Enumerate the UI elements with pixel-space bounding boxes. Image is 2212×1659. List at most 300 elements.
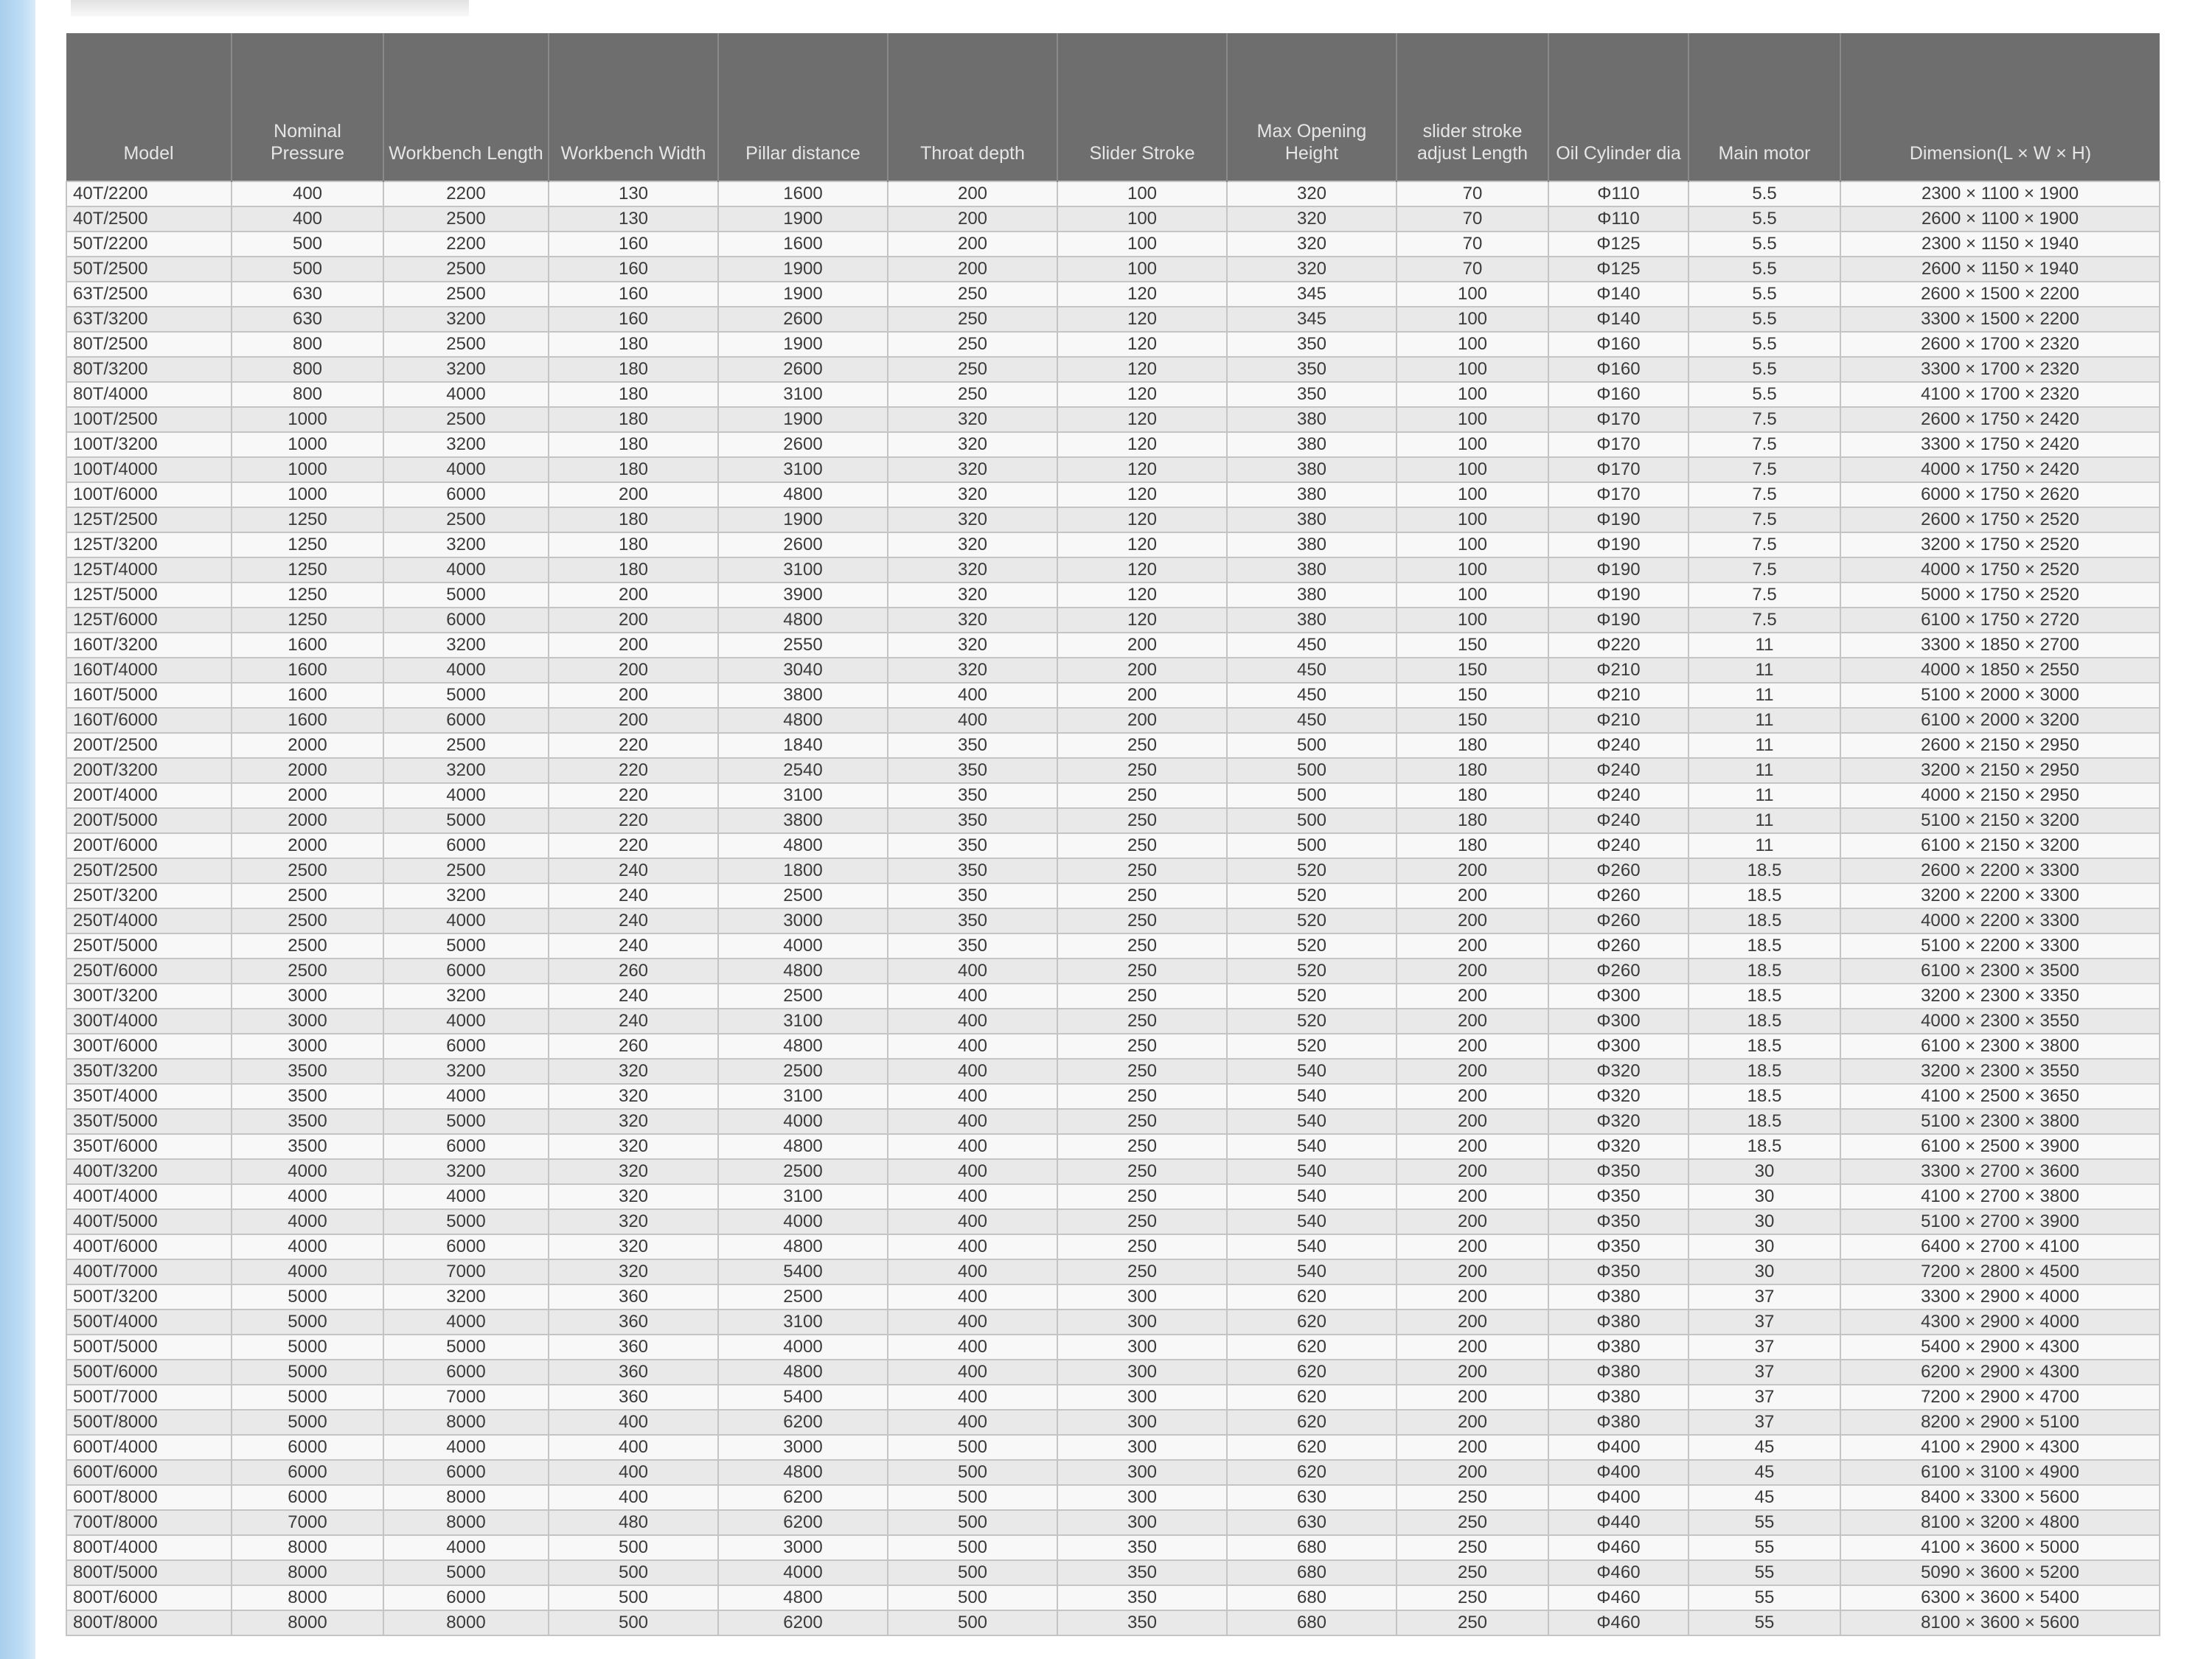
table-row [66,1084,2160,1109]
table-cell: 100 [1397,307,1548,332]
table-cell: Φ260 [1548,908,1688,933]
table-cell: 400 [888,1259,1057,1284]
table-cell: Φ350 [1548,1234,1688,1259]
table-cell: 4800 [718,1034,888,1059]
table-cell: 4000 × 1750 × 2520 [1840,557,2160,582]
model-cell: 800T/4000 [66,1535,232,1560]
table-cell: 300 [1057,1485,1227,1510]
table-row [66,1435,2160,1460]
table-row [66,582,2160,608]
table-cell: Φ300 [1548,1034,1688,1059]
table-cell: 1000 [232,482,383,507]
table-row [66,382,2160,407]
table-cell: 320 [888,407,1057,432]
table-cell: 37 [1688,1284,1840,1310]
table-cell: 240 [549,933,718,959]
table-cell: 18.5 [1688,1034,1840,1059]
table-cell: 200 [1397,883,1548,908]
table-cell: 4000 [383,1535,549,1560]
table-cell: 380 [1227,582,1397,608]
table-cell: 200 [1397,1284,1548,1310]
table-cell: 320 [888,582,1057,608]
model-cell: 125T/4000 [66,557,232,582]
table-cell: 5100 × 2200 × 3300 [1840,933,2160,959]
table-cell: 6200 × 2900 × 4300 [1840,1360,2160,1385]
table-cell: 350 [1057,1610,1227,1635]
model-cell: 250T/5000 [66,933,232,959]
table-cell: Φ190 [1548,608,1688,633]
table-cell: 4000 [718,933,888,959]
table-cell: 320 [549,1209,718,1234]
table-cell: 2600 [718,357,888,382]
table-cell: 8000 [232,1610,383,1635]
table-cell: 250 [1057,1084,1227,1109]
table-cell: 500 [888,1535,1057,1560]
model-cell: 350T/3200 [66,1059,232,1084]
table-cell: 11 [1688,758,1840,783]
table-cell: 45 [1688,1485,1840,1510]
table-cell: 400 [232,181,383,206]
model-cell: 200T/3200 [66,758,232,783]
table-cell: 320 [1227,232,1397,257]
table-cell: 11 [1688,633,1840,658]
table-cell: 6100 × 2300 × 3800 [1840,1034,2160,1059]
table-cell: 540 [1227,1059,1397,1084]
table-cell: 3200 [383,357,549,382]
table-cell: 100 [1397,457,1548,482]
table-cell: 300 [1057,1385,1227,1410]
table-cell: 400 [888,1059,1057,1084]
table-row [66,959,2160,984]
table-cell: 200 [888,257,1057,282]
table-cell: 240 [549,1009,718,1034]
table-cell: 540 [1227,1134,1397,1159]
table-cell: 300 [1057,1435,1227,1460]
table-cell: 500 [549,1535,718,1560]
table-cell: Φ240 [1548,833,1688,858]
table-cell: 130 [549,206,718,232]
table-cell: 7.5 [1688,507,1840,532]
table-cell: 2600 × 1750 × 2520 [1840,507,2160,532]
table-cell: 220 [549,833,718,858]
table-cell: 100 [1397,357,1548,382]
table-header-row [66,34,2160,181]
table-cell: 5.5 [1688,332,1840,357]
table-cell: 18.5 [1688,959,1840,984]
table-cell: 250 [888,357,1057,382]
table-cell: 180 [549,557,718,582]
table-cell: 200 [1397,1310,1548,1335]
table-cell: Φ320 [1548,1109,1688,1134]
table-cell: 3300 × 1750 × 2420 [1840,432,2160,457]
table-cell: 5100 × 2150 × 3200 [1840,808,2160,833]
table-cell: 2000 [232,733,383,758]
table-cell: 5000 [383,1209,549,1234]
table-row [66,1109,2160,1134]
table-cell: 6200 [718,1410,888,1435]
table-cell: 2300 × 1100 × 1900 [1840,181,2160,206]
table-cell: 4000 × 1850 × 2550 [1840,658,2160,683]
table-cell: 120 [1057,407,1227,432]
table-cell: 7.5 [1688,407,1840,432]
table-cell: 500 [1227,808,1397,833]
table-cell: 500 [888,1560,1057,1585]
table-cell: 500 [888,1585,1057,1610]
table-cell: 620 [1227,1360,1397,1385]
model-cell: 80T/3200 [66,357,232,382]
table-cell: 200 [549,658,718,683]
table-cell: 3100 [718,457,888,482]
table-cell: 1000 [232,407,383,432]
table-cell: Φ260 [1548,959,1688,984]
table-cell: 5400 × 2900 × 4300 [1840,1335,2160,1360]
table-cell: 200 [1397,1360,1548,1385]
table-cell: Φ125 [1548,257,1688,282]
table-cell: 200 [1397,1084,1548,1109]
table-cell: Φ110 [1548,181,1688,206]
table-cell: 250 [1057,758,1227,783]
table-cell: 1600 [232,658,383,683]
table-cell: 3100 [718,382,888,407]
table-cell: 4000 [383,783,549,808]
table-cell: 18.5 [1688,1109,1840,1134]
table-row [66,181,2160,206]
table-cell: 3000 [718,1535,888,1560]
table-cell: Φ240 [1548,808,1688,833]
table-cell: 320 [549,1134,718,1159]
table-cell: 18.5 [1688,883,1840,908]
model-cell: 100T/4000 [66,457,232,482]
table-cell: 200 [1397,984,1548,1009]
table-cell: 4800 [718,482,888,507]
table-cell: 240 [549,858,718,883]
table-cell: 3500 [232,1109,383,1134]
table-cell: 300 [1057,1460,1227,1485]
model-cell: 350T/6000 [66,1134,232,1159]
table-cell: 250 [1057,984,1227,1009]
table-cell: 11 [1688,733,1840,758]
table-cell: 6200 [718,1610,888,1635]
table-cell: 200 [1397,1435,1548,1460]
table-cell: 250 [1057,1034,1227,1059]
table-cell: 70 [1397,206,1548,232]
table-row [66,307,2160,332]
table-cell: 100 [1057,257,1227,282]
table-row [66,1059,2160,1084]
table-row [66,1134,2160,1159]
table-cell: 5.5 [1688,232,1840,257]
table-cell: 2500 [232,908,383,933]
table-cell: 160 [549,232,718,257]
table-cell: 320 [549,1109,718,1134]
table-cell: 6000 [383,1460,549,1485]
table-row [66,1310,2160,1335]
table-cell: 540 [1227,1259,1397,1284]
table-cell: 7.5 [1688,582,1840,608]
table-cell: Φ140 [1548,282,1688,307]
table-cell: 2000 [232,833,383,858]
table-cell: 18.5 [1688,1134,1840,1159]
table-cell: 4800 [718,708,888,733]
table-cell: 200 [888,232,1057,257]
table-cell: 520 [1227,1009,1397,1034]
table-cell: 200 [1397,1059,1548,1084]
table-cell: 150 [1397,683,1548,708]
table-cell: 4800 [718,1460,888,1485]
table-cell: 5100 × 2300 × 3800 [1840,1109,2160,1134]
table-cell: 5.5 [1688,282,1840,307]
table-cell: 680 [1227,1610,1397,1635]
table-cell: Φ380 [1548,1360,1688,1385]
table-cell: 5.5 [1688,382,1840,407]
table-cell: 5.5 [1688,307,1840,332]
table-cell: 30 [1688,1159,1840,1184]
table-cell: 11 [1688,708,1840,733]
table-cell: 100 [1397,282,1548,307]
table-cell: 300 [1057,1335,1227,1360]
table-cell: 500 [888,1510,1057,1535]
table-cell: 7200 × 2800 × 4500 [1840,1259,2160,1284]
table-cell: 6000 [383,1585,549,1610]
table-cell: 120 [1057,432,1227,457]
table-cell: 120 [1057,357,1227,382]
model-cell: 400T/5000 [66,1209,232,1234]
table-cell: 450 [1227,683,1397,708]
table-cell: 7.5 [1688,457,1840,482]
table-cell: 4000 [383,557,549,582]
table-cell: 4000 × 2200 × 3300 [1840,908,2160,933]
table-cell: 250 [888,282,1057,307]
table-cell: 5000 [383,1335,549,1360]
table-cell: 1600 [232,683,383,708]
table-cell: 120 [1057,557,1227,582]
table-cell: 6000 [383,708,549,733]
model-cell: 250T/4000 [66,908,232,933]
table-row [66,557,2160,582]
table-cell: 180 [549,457,718,482]
table-cell: 180 [549,357,718,382]
table-cell: 520 [1227,908,1397,933]
table-cell: 350 [888,908,1057,933]
table-cell: 160 [549,282,718,307]
table-cell: 200 [549,482,718,507]
table-cell: 250 [1057,1209,1227,1234]
table-cell: 220 [549,758,718,783]
table-cell: 3200 [383,883,549,908]
table-cell: 2500 [232,959,383,984]
table-cell: Φ320 [1548,1084,1688,1109]
table-cell: 4100 × 2500 × 3650 [1840,1084,2160,1109]
model-cell: 160T/4000 [66,658,232,683]
model-cell: 400T/7000 [66,1259,232,1284]
table-cell: 400 [549,1435,718,1460]
table-cell: 320 [1227,257,1397,282]
table-cell: 2600 × 2200 × 3300 [1840,858,2160,883]
table-row [66,733,2160,758]
table-cell: 2500 [718,1159,888,1184]
table-cell: 200 [1397,1159,1548,1184]
table-cell: 320 [888,507,1057,532]
table-cell: 11 [1688,783,1840,808]
table-cell: 7.5 [1688,432,1840,457]
table-cell: 120 [1057,382,1227,407]
table-cell: 250 [888,307,1057,332]
model-cell: 125T/6000 [66,608,232,633]
table-cell: 450 [1227,658,1397,683]
table-cell: 540 [1227,1209,1397,1234]
table-cell: 250 [888,332,1057,357]
table-cell: 5.5 [1688,206,1840,232]
table-cell: 360 [549,1310,718,1335]
table-cell: 3200 [383,633,549,658]
table-cell: Φ300 [1548,984,1688,1009]
table-cell: 4800 [718,833,888,858]
table-cell: 55 [1688,1560,1840,1585]
table-row [66,1610,2160,1635]
table-cell: Φ320 [1548,1134,1688,1159]
model-cell: 500T/5000 [66,1335,232,1360]
table-cell: 1250 [232,582,383,608]
table-row [66,432,2160,457]
table-cell: 180 [1397,733,1548,758]
table-cell: 500 [888,1460,1057,1485]
table-cell: Φ210 [1548,683,1688,708]
table-cell: 2500 [718,1284,888,1310]
table-cell: 200 [549,633,718,658]
table-cell: 3300 × 2900 × 4000 [1840,1284,2160,1310]
table-cell: 100 [1397,608,1548,633]
table-cell: 8000 [383,1510,549,1535]
table-cell: 6100 × 1750 × 2720 [1840,608,2160,633]
model-cell: 50T/2200 [66,232,232,257]
table-cell: 630 [1227,1485,1397,1510]
table-cell: 1250 [232,507,383,532]
table-cell: 3500 [232,1059,383,1084]
table-cell: 8100 × 3600 × 5600 [1840,1610,2160,1635]
table-cell: 4300 × 2900 × 4000 [1840,1310,2160,1335]
table-cell: 400 [888,1385,1057,1410]
table-cell: 200 [1397,858,1548,883]
table-cell: 4000 [383,382,549,407]
table-cell: 100 [1057,206,1227,232]
table-row [66,658,2160,683]
table-cell: Φ380 [1548,1284,1688,1310]
table-cell: 2600 × 1500 × 2200 [1840,282,2160,307]
table-cell: 520 [1227,858,1397,883]
table-cell: Φ110 [1548,206,1688,232]
table-cell: 360 [549,1385,718,1410]
table-cell: 400 [888,1234,1057,1259]
table-cell: 5400 [718,1385,888,1410]
table-cell: 400 [888,1360,1057,1385]
table-cell: 4000 [232,1184,383,1209]
table-cell: 1840 [718,733,888,758]
table-cell: Φ320 [1548,1059,1688,1084]
table-cell: 320 [888,532,1057,557]
table-row [66,282,2160,307]
model-cell: 350T/4000 [66,1084,232,1109]
table-cell: 520 [1227,959,1397,984]
table-row [66,507,2160,532]
table-cell: 120 [1057,608,1227,633]
table-cell: 45 [1688,1460,1840,1485]
table-cell: 400 [888,1410,1057,1435]
table-cell: 4000 [383,908,549,933]
table-cell: 5000 [232,1410,383,1435]
table-cell: 2000 [232,808,383,833]
table-cell: 6000 [383,608,549,633]
table-cell: 2500 [718,984,888,1009]
table-row [66,833,2160,858]
table-row [66,232,2160,257]
table-cell: 1250 [232,532,383,557]
table-cell: 300 [1057,1284,1227,1310]
table-cell: 2600 × 1700 × 2320 [1840,332,2160,357]
table-cell: 3100 [718,1009,888,1034]
table-cell: 8100 × 3200 × 4800 [1840,1510,2160,1535]
table-cell: 250 [1397,1585,1548,1610]
table-cell: 320 [888,608,1057,633]
table-cell: 300 [1057,1310,1227,1335]
model-cell: 63T/3200 [66,307,232,332]
table-row [66,407,2160,432]
table-cell: Φ380 [1548,1310,1688,1335]
table-cell: 8000 [232,1585,383,1610]
table-cell: 500 [1227,833,1397,858]
model-cell: 125T/2500 [66,507,232,532]
table-cell: 1900 [718,282,888,307]
table-cell: 4000 [718,1560,888,1585]
table-row [66,1410,2160,1435]
table-cell: 180 [549,507,718,532]
table-cell: 18.5 [1688,1084,1840,1109]
table-cell: 260 [549,959,718,984]
table-cell: Φ460 [1548,1610,1688,1635]
table-cell: 2500 [383,282,549,307]
table-cell: 520 [1227,1034,1397,1059]
table-cell: 37 [1688,1310,1840,1335]
table-cell: 250 [1397,1510,1548,1535]
table-cell: 55 [1688,1585,1840,1610]
table-cell: 500 [888,1485,1057,1510]
model-cell: 300T/4000 [66,1009,232,1034]
table-cell: Φ170 [1548,432,1688,457]
table-cell: 320 [549,1059,718,1084]
table-cell: 400 [888,1084,1057,1109]
table-cell: 320 [1227,181,1397,206]
table-row [66,858,2160,883]
table-cell: 37 [1688,1335,1840,1360]
table-cell: 620 [1227,1385,1397,1410]
table-cell: 450 [1227,708,1397,733]
table-cell: Φ210 [1548,658,1688,683]
table-cell: 500 [232,257,383,282]
table-cell: 400 [888,984,1057,1009]
model-cell: 200T/2500 [66,733,232,758]
table-cell: 250 [1057,908,1227,933]
model-cell: 50T/2500 [66,257,232,282]
table-cell: Φ160 [1548,382,1688,407]
table-cell: 100 [1057,181,1227,206]
table-cell: Φ190 [1548,582,1688,608]
table-row [66,1560,2160,1585]
table-cell: 100 [1397,482,1548,507]
table-cell: 4800 [718,1585,888,1610]
table-cell: Φ160 [1548,357,1688,382]
model-cell: 500T/3200 [66,1284,232,1310]
table-cell: 400 [888,683,1057,708]
table-cell: 400 [549,1460,718,1485]
